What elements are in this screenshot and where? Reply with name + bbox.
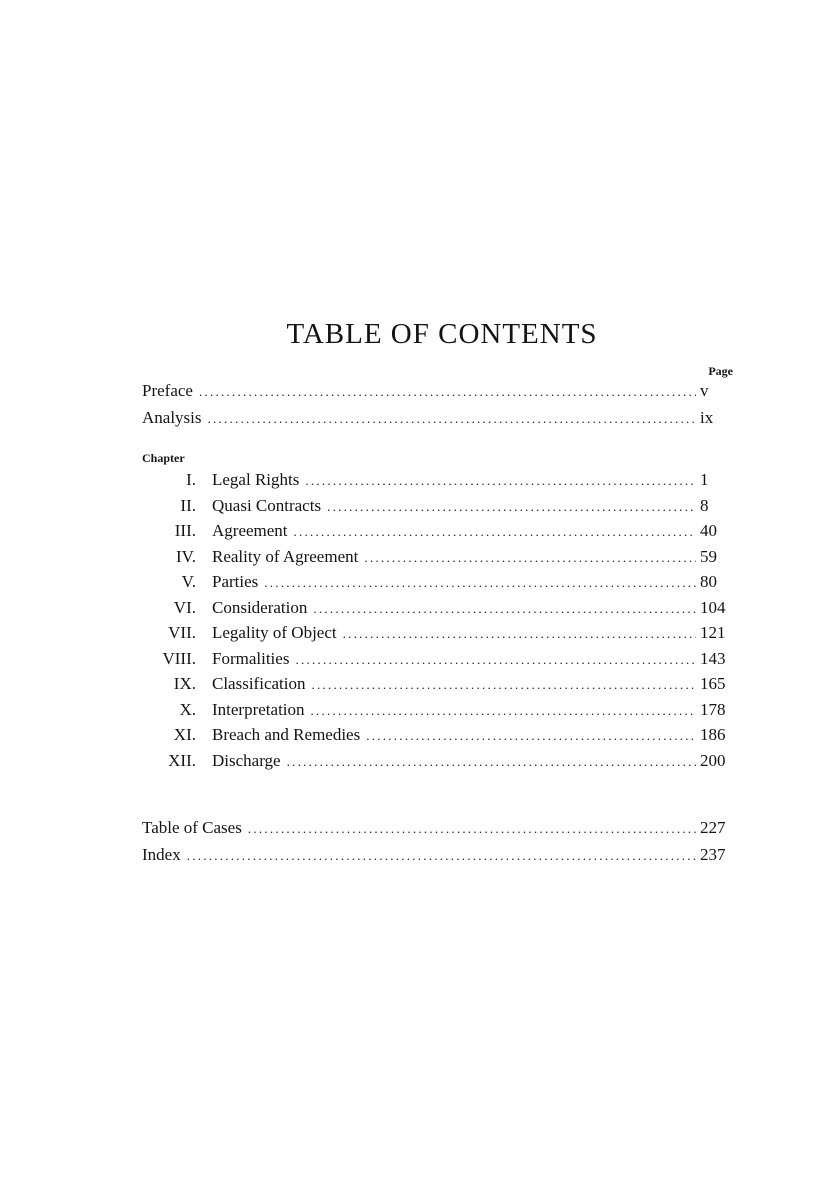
- dot-leader: [311, 700, 696, 720]
- toc-entry-chapter: [142, 496, 734, 522]
- page-title: TABLE OF CONTENTS: [286, 318, 598, 350]
- chapter-title: Quasi Contracts: [212, 495, 322, 515]
- page-column-label: Page: [708, 364, 733, 378]
- chapter-number: IX.: [173, 674, 196, 693]
- toc-entry-chapter: [142, 700, 734, 726]
- chapter-title: Interpretation: [212, 699, 305, 719]
- chapter-page: 80: [700, 572, 717, 591]
- toc-entry-chapter: [142, 623, 734, 649]
- chapter-title: Reality of Agreement: [212, 546, 359, 566]
- chapter-column-label: Chapter: [142, 451, 185, 465]
- dot-leader: [295, 649, 696, 669]
- entry-page: v: [700, 381, 709, 400]
- chapter-number: VIII.: [162, 648, 196, 668]
- chapter-page: 143: [700, 648, 726, 668]
- chapter-title: Legal Rights: [212, 470, 300, 489]
- toc-entry-preface: [142, 381, 734, 408]
- toc-entry-chapter: [142, 674, 734, 700]
- dot-leader: [187, 845, 696, 865]
- chapter-page: 40: [700, 521, 717, 540]
- dot-leader: [305, 470, 696, 490]
- toc-entry-chapter: [142, 751, 734, 777]
- entry-title: Table of Cases: [142, 818, 242, 837]
- entry-title: Index: [142, 845, 181, 864]
- toc-entry-table-of-cases: [142, 818, 734, 845]
- dot-leader: [327, 496, 696, 516]
- chapter-page: 121: [700, 623, 726, 642]
- chapter-number: IV.: [176, 546, 196, 566]
- chapter-title: Consideration: [212, 597, 308, 617]
- entry-title: Preface: [142, 381, 193, 400]
- dot-leader: [248, 818, 696, 838]
- front-matter-list: [142, 381, 734, 435]
- chapter-title: Agreement: [212, 521, 288, 540]
- toc-entry-chapter: [142, 470, 734, 496]
- chapter-title: Discharge: [212, 750, 281, 770]
- chapter-title: Legality of Object: [212, 623, 337, 642]
- chapter-title: Parties: [212, 572, 259, 591]
- back-matter-list: [142, 818, 734, 872]
- dot-leader: [264, 572, 696, 592]
- chapter-title: Classification: [212, 674, 306, 693]
- chapter-page: 165: [700, 674, 726, 693]
- chapter-page: 178: [700, 699, 726, 719]
- chapter-list: [142, 470, 734, 776]
- dot-leader: [311, 674, 696, 694]
- dot-leader: [208, 408, 697, 428]
- dot-leader: [199, 381, 696, 401]
- dot-leader: [366, 725, 696, 745]
- chapter-number: I.: [186, 470, 196, 489]
- toc-entry-index: [142, 845, 734, 872]
- chapter-page: 59: [700, 546, 717, 566]
- toc-entry-analysis: [142, 408, 734, 435]
- chapter-page: 8: [700, 495, 709, 515]
- chapter-number: XI.: [173, 725, 196, 744]
- chapter-page: 1: [700, 470, 709, 489]
- toc-entry-chapter: [142, 521, 734, 547]
- entry-page: 237: [700, 845, 726, 864]
- entry-page: 227: [700, 818, 726, 837]
- toc-entry-chapter: [142, 725, 734, 751]
- dot-leader: [364, 547, 696, 567]
- toc-entry-chapter: [142, 572, 734, 598]
- chapter-title: Breach and Remedies: [212, 725, 361, 744]
- dot-leader: [343, 623, 696, 643]
- entry-title: Analysis: [142, 408, 202, 427]
- toc-entry-chapter: [142, 649, 734, 675]
- chapter-page: 186: [700, 725, 726, 744]
- toc-entry-chapter: [142, 547, 734, 573]
- dot-leader: [287, 751, 696, 771]
- chapter-number: VI.: [173, 597, 196, 617]
- entry-page: ix: [700, 408, 714, 427]
- chapter-number: V.: [181, 572, 196, 591]
- chapter-number: II.: [180, 495, 196, 515]
- chapter-number: X.: [179, 699, 196, 719]
- chapter-page: 200: [700, 750, 726, 770]
- dot-leader: [294, 521, 696, 541]
- chapter-title: Formalities: [212, 648, 290, 668]
- chapter-number: III.: [174, 521, 196, 540]
- chapter-page: 104: [700, 597, 726, 617]
- chapter-number: VII.: [168, 623, 196, 642]
- dot-leader: [313, 598, 696, 618]
- toc-entry-chapter: [142, 598, 734, 624]
- chapter-number: XII.: [168, 750, 196, 770]
